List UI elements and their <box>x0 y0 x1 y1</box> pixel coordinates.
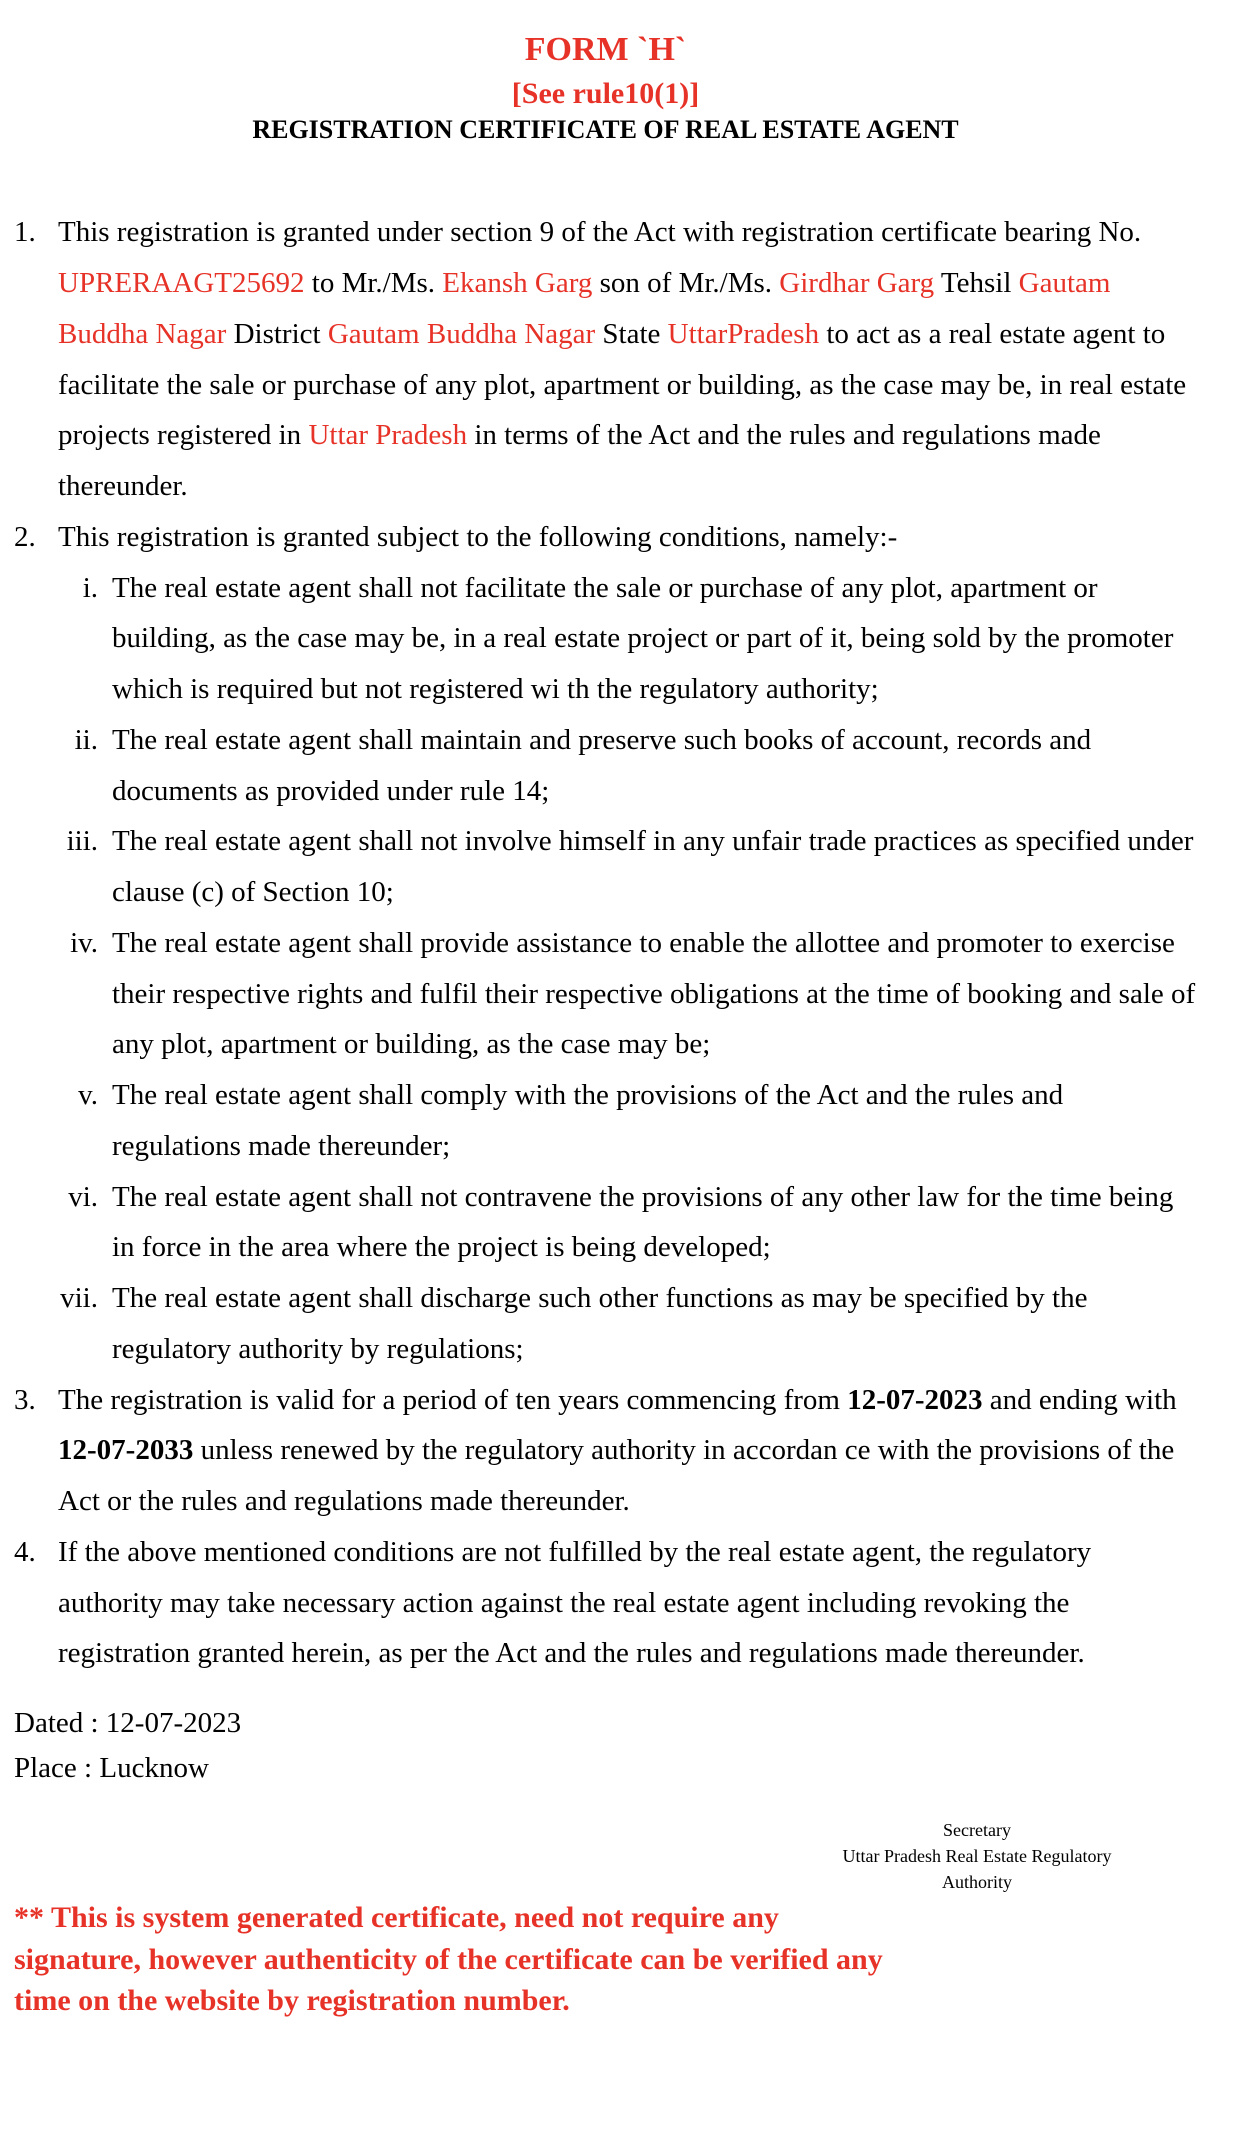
clause-4-marker: 4. <box>14 1535 36 1568</box>
condition-ii-text: The real estate agent shall maintain and preserve such books of account, records and documents as provided under rule 14; <box>112 723 1092 807</box>
clause-3-marker: 3. <box>14 1383 36 1416</box>
condition-ii-marker: ii. <box>74 723 98 756</box>
clause-3-text: The registration is valid for a period of ten years commencing from 12-07-2023 and ending with 12-07-2033 unless renewed by the regulatory authority in accordan ce with the provisions of the Act or the rules and regulations made thereunder. <box>58 1383 1177 1518</box>
condition-vii-text: The real estate agent shall discharge such other functions as may be specified by the regulatory authority by regulations; <box>112 1282 1088 1365</box>
clause-3 <box>14 1375 1197 1527</box>
clause-1 <box>14 207 1197 512</box>
condition-item-i <box>14 563 1197 715</box>
place-line: Place : Lucknow <box>14 1751 209 1784</box>
system-generated-note: ** This is system generated certificate, need not require any signature, however authenticity of the certificate can be verified any time on the website by registration number. <box>14 1901 883 2017</box>
condition-iv-marker: iv. <box>70 926 98 959</box>
signature-block <box>777 1817 1177 1895</box>
clause-2-marker: 2. <box>14 520 36 553</box>
condition-v-marker: v. <box>78 1079 98 1112</box>
condition-item-vii <box>14 1273 1197 1375</box>
authority-name-line-2: Authority <box>942 1872 1012 1893</box>
signatory-title: Secretary <box>943 1819 1011 1840</box>
dated-line: Dated : 12-07-2023 <box>14 1707 242 1740</box>
certificate-header <box>14 30 1197 145</box>
condition-iii-text: The real estate agent shall not involve himself in any unfair trade practices as specified under clause (c) of Section 10; <box>112 825 1194 909</box>
form-title: FORM `H` <box>524 31 687 68</box>
condition-vii-marker: vii. <box>60 1282 98 1315</box>
clause-1-text: This registration is granted under section 9 of the Act with registration certificate bearing No. UPRERAAGT25692 to Mr./Ms. Ekansh Garg son of Mr./Ms. Girdhar Garg Tehsil Gautam Buddha Nagar District Gautam Buddha Nagar State UttarPradesh to act as a real estate agent to facilitate the sale or purchase of any plot, apartment or building, as the case may be, in real estate projects registered in Uttar Pradesh in terms of the Act and the rules and regulations made thereunder. <box>58 216 1187 503</box>
clause-4 <box>14 1527 1197 1679</box>
condition-item-v <box>14 1070 1197 1172</box>
condition-i-text: The real estate agent shall not facilitate the sale or purchase of any plot, apartment or building, as the case may be, in a real estate project or part of it, being sold by the promoter which is required but not registered wi th the regulatory authority; <box>112 571 1174 706</box>
certificate-heading: REGISTRATION CERTIFICATE OF REAL ESTATE AGENT <box>252 115 959 145</box>
condition-iii-marker: iii. <box>66 825 98 858</box>
condition-item-iii <box>14 816 1197 918</box>
condition-item-ii <box>14 715 1197 817</box>
condition-vi-text: The real estate agent shall not contravene the provisions of any other law for the time being in force in the area where the project is being developed; <box>112 1180 1174 1264</box>
condition-iv-text: The real estate agent shall provide assistance to enable the allottee and promoter to exercise their respective rights and fulfil their respective obligations at the time of booking and sale of any plot, apartment or building, as the case may be; <box>112 926 1196 1061</box>
clause-2-intro: This registration is granted subject to the following conditions, namely:- <box>58 520 898 553</box>
date-place-block <box>14 1701 1197 1791</box>
condition-vi-marker: vi. <box>68 1180 98 1213</box>
certificate-body <box>14 207 1197 1679</box>
condition-i-marker: i. <box>82 571 98 604</box>
condition-item-iv <box>14 918 1197 1070</box>
rule-reference: [See rule10(1)] <box>511 77 700 111</box>
clause-4-text: If the above mentioned conditions are not fulfilled by the real estate agent, the regulatory authority may take necessary action against the real estate agent including revoking the registration granted herein, as per the Act and the rules and regulations made thereunder. <box>58 1535 1092 1670</box>
condition-v-text: The real estate agent shall comply with the provisions of the Act and the rules and regulations made thereunder; <box>112 1079 1064 1162</box>
clause-2 <box>14 512 1197 563</box>
authority-name-line-1: Uttar Pradesh Real Estate Regulatory <box>842 1846 1112 1866</box>
clause-1-marker: 1. <box>14 216 36 249</box>
condition-item-vi <box>14 1172 1197 1274</box>
